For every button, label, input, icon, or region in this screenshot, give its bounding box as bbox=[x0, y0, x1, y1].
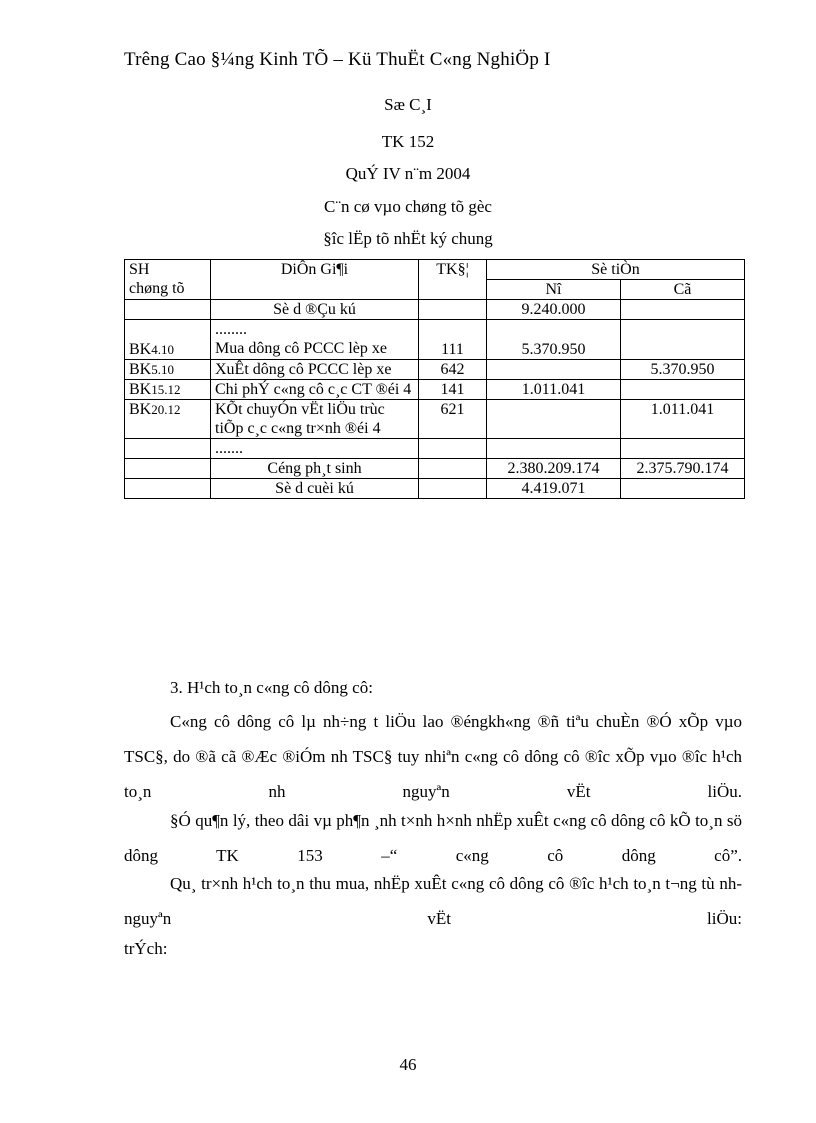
table-row: BK4.10 ........ Mua dông cô PCCC lèp xe 111 5.370.950 bbox=[125, 320, 745, 360]
closing-balance-row bbox=[125, 479, 745, 499]
row-debit: 1.011.041 bbox=[487, 380, 621, 400]
page-number: 46 bbox=[399, 1055, 417, 1074]
row-debit bbox=[487, 360, 621, 380]
ellipsis: ........ bbox=[215, 321, 247, 338]
ellipsis: ....... bbox=[211, 439, 419, 459]
total-label: Céng ph¸t sinh bbox=[211, 459, 419, 479]
row-account: 141 bbox=[419, 380, 487, 400]
col-header-credit: Cã bbox=[621, 280, 745, 300]
table-row: BK15.12 Chi phÝ c«ng cô c¸c CT ®éi 4 141 1.011.041 bbox=[125, 380, 745, 400]
section-heading: 3. H¹ch to¸n c«ng cô dông cô: bbox=[170, 678, 373, 697]
row-description: XuÊt dông cô PCCC lèp xe bbox=[211, 360, 419, 380]
closing-balance-label: Sè d cuèi kú bbox=[211, 479, 419, 499]
row-debit bbox=[487, 400, 621, 439]
total-debit: 2.380.209.174 bbox=[487, 459, 621, 479]
paragraph: C«ng cô dông cô lµ nh÷ng t liÖu lao ®éngkh«ng ®ñ tiªu chuÈn ®Ó xÕp vµo TSC§, do ®ã cã ®Æc ®iÓm nh TSC§ tuy nhiªn c«ng cô dông cô ®îc xÕp vµo ®îc h¹ch to¸n nh nguyªn vËt liÖu. bbox=[124, 712, 742, 801]
row-account: 642 bbox=[419, 360, 487, 380]
page-header: Trêng Cao §¼ng Kinh TÕ – Kü ThuËt C«ng NghiÖp I bbox=[124, 49, 551, 70]
ellipsis-row bbox=[125, 439, 745, 459]
journal-note: §îc lËp tõ nhËt ký chung bbox=[323, 229, 493, 248]
opening-balance-label: Sè d ®Çu kú bbox=[211, 300, 419, 320]
paragraph: §Ó qu¶n lý, theo dâi vµ ph¶n ¸nh t×nh h×nh nhËp xuÊt c«ng cô dông cô kÕ to¸n sö dông TK 153 –“ c«ng cô dông cô”. bbox=[124, 811, 742, 865]
ledger-table bbox=[124, 259, 745, 499]
row-description: Mua dông cô PCCC lèp xe bbox=[215, 340, 387, 357]
col-header-amount: Sè tiÒn bbox=[487, 260, 745, 280]
row-account: 111 bbox=[419, 320, 487, 360]
excerpt-label: trÝch: bbox=[124, 939, 168, 958]
opening-balance-row bbox=[125, 300, 745, 320]
table-row: BK5.10 XuÊt dông cô PCCC lèp xe 642 5.370.950 bbox=[125, 360, 745, 380]
row-credit bbox=[621, 320, 745, 360]
row-credit: 5.370.950 bbox=[621, 360, 745, 380]
header-row bbox=[125, 260, 745, 280]
col-header-account: TK§¦ bbox=[419, 260, 487, 300]
total-credit: 2.375.790.174 bbox=[621, 459, 745, 479]
ledger-title: Sæ C¸I bbox=[384, 95, 432, 114]
col-header-voucher: SH chøng tõ bbox=[125, 260, 211, 300]
source-note: C¨n cø vµo chøng tõ gèc bbox=[324, 197, 492, 216]
col-header-description: DiÔn Gi¶i bbox=[211, 260, 419, 300]
row-credit bbox=[621, 380, 745, 400]
paragraph: Qu¸ tr×nh h¹ch to¸n thu mua, nhËp xuÊt c«ng cô dông cô ®îc h¹ch to¸n t¬ng tù nh nguyªn vËt liÖu: bbox=[124, 874, 742, 928]
period: QuÝ IV n¨m 2004 bbox=[345, 164, 471, 183]
total-row bbox=[125, 459, 745, 479]
col-header-debit: Nî bbox=[487, 280, 621, 300]
row-description: KÕt chuyÓn vËt liÖu trùc tiÕp c¸c c«ng tr×nh ®éi 4 bbox=[211, 400, 419, 439]
opening-balance-debit: 9.240.000 bbox=[487, 300, 621, 320]
row-debit: 5.370.950 bbox=[487, 320, 621, 360]
table-row: BK20.12 KÕt chuyÓn vËt liÖu trùc tiÕp c¸c c«ng tr×nh ®éi 4 621 1.011.041 bbox=[125, 400, 745, 439]
row-description: Chi phÝ c«ng cô c¸c CT ®éi 4 bbox=[211, 380, 419, 400]
closing-balance-debit: 4.419.071 bbox=[487, 479, 621, 499]
account-number: TK 152 bbox=[381, 132, 435, 151]
row-credit: 1.011.041 bbox=[621, 400, 745, 439]
row-account: 621 bbox=[419, 400, 487, 439]
